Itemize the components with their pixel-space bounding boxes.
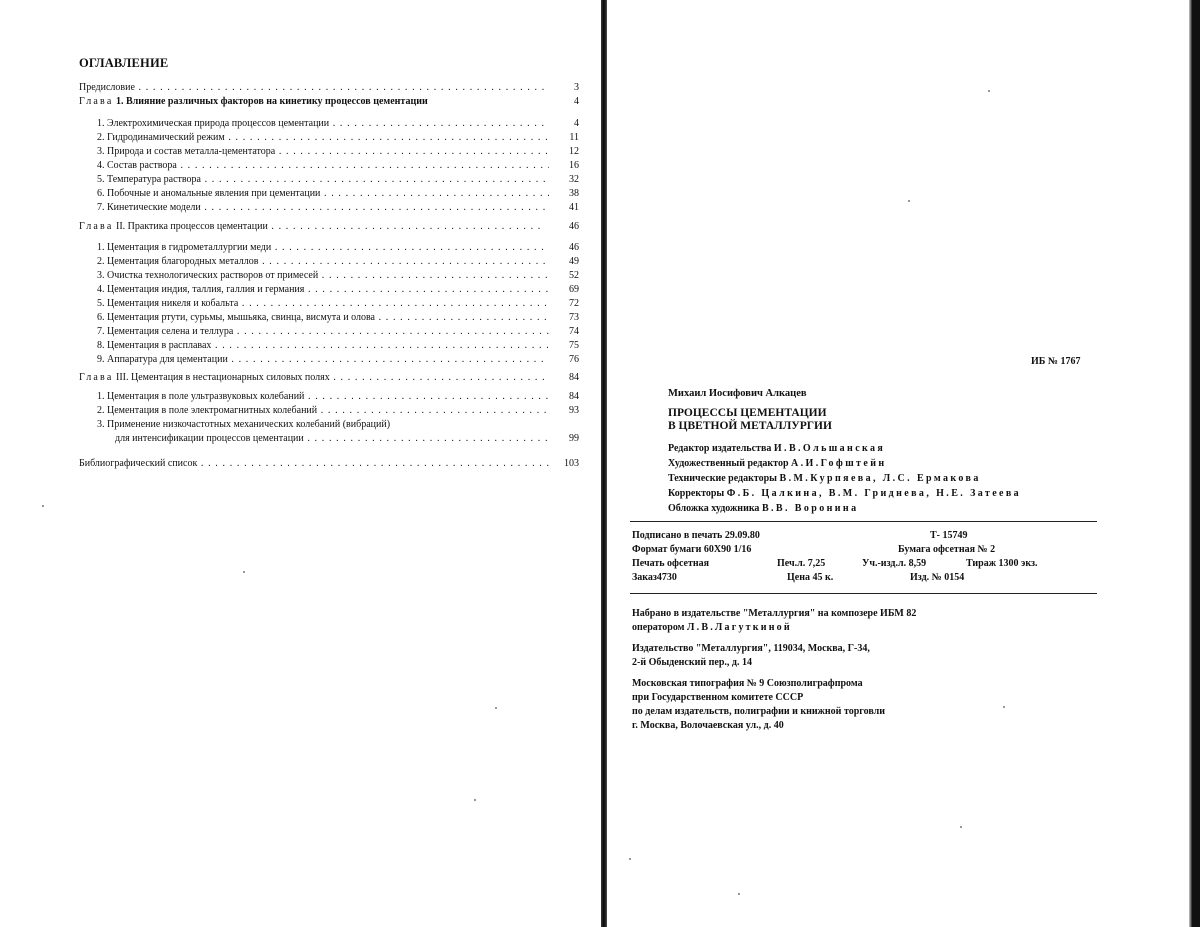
toc-page-number: 46 — [569, 221, 579, 232]
toc-section: 6. Побочные и аномальные явления при цементации . . . 38 — [79, 187, 579, 201]
ib-number: ИБ № 1767 — [1031, 356, 1081, 367]
chapter-title: III. Цементация в нестационарных силовых полях — [116, 372, 330, 383]
scan-speck — [908, 200, 910, 202]
toc-section-continued: для интенсификации процессов цементации . . . 99 — [79, 432, 579, 446]
toc-section: 6. Цементация ртути, сурьмы, мышьяка, свинца, висмута и олова . . . 73 — [79, 311, 579, 325]
author-name: Михаил Иосифович Алкацев — [668, 388, 807, 399]
toc-section: 2. Цементация благородных металлов . . . 49 — [79, 255, 579, 269]
toc-section: 7. Цементация селена и теллура . . . 74 — [79, 325, 579, 339]
credit-line: Обложка художника В.В. Воронина — [668, 503, 859, 514]
toc-chapter-2 — [79, 220, 579, 234]
toc-section: 7. Кинетические модели . . . 41 — [79, 201, 579, 215]
scan-speck — [495, 707, 497, 709]
toc-entry-preface — [79, 81, 579, 95]
toc-section: 8. Цементация в расплавах . . . 75 — [79, 339, 579, 353]
toc-section: 3. Природа и состав металла-цементатора . . . 12 — [79, 145, 579, 159]
imprint-line: Формат бумаги 60X90 1/16 Бумага офсетная № 2 — [632, 544, 996, 555]
imprint-line: Заказ4730 Цена 45 к. Изд. № 0154 — [632, 572, 965, 583]
toc-section: 5. Цементация никеля и кобальта . . . 72 — [79, 297, 579, 311]
page-edge — [1189, 0, 1200, 927]
scan-speck — [1003, 706, 1005, 708]
toc-section: 4. Состав раствора . . . 16 — [79, 159, 579, 173]
toc-section: 9. Аппаратура для цементации . . . 76 — [79, 353, 579, 367]
scan-speck — [738, 893, 740, 895]
chapter-title: 1. Влияние различных факторов на кинетику процессов цементации — [116, 96, 428, 107]
book-title — [668, 407, 928, 433]
credit-line: Корректоры Ф.Б. Цалкина, В.М. Гриднева, Н.Е. Затеева — [668, 488, 1022, 499]
chapter-prefix: Глава — [79, 221, 114, 232]
toc-section: 2. Цементация в поле электромагнитных колебаний . . . 93 — [79, 404, 579, 418]
imprint-block — [632, 529, 1092, 585]
toc-page-number: 84 — [569, 372, 579, 383]
typesetting-info: Набрано в издательстве "Металлургия" на композере ИБМ 82 оператором Л.В.Лагуткиной — [632, 608, 917, 633]
scan-speck — [42, 505, 44, 507]
toc-entry-text: Библиографический список . . . — [79, 457, 549, 471]
toc-page-number: 4 — [574, 96, 579, 107]
toc-entry-text: Предисловие . . . — [79, 81, 549, 95]
toc-page-number: 3 — [574, 82, 579, 93]
divider-rule — [630, 521, 1097, 522]
toc-section: 4. Цементация индия, таллия, галлия и германия . . . 69 — [79, 283, 579, 297]
toc-entry-bibliography — [79, 457, 579, 471]
toc-chapter-1 — [79, 95, 579, 109]
credit-line: Редактор издательства И.В.Ольшанская — [668, 443, 886, 454]
credit-line: Технические редакторы В.М.Курпяева, Л.С. Ермакова — [668, 473, 981, 484]
toc-section: 3. Очистка технологических растворов от примесей . . . 52 — [79, 269, 579, 283]
chapter-title: II. Практика процессов цементации — [116, 221, 268, 232]
toc-section: 3. Применение низкочастотных механических колебаний (вибраций) — [97, 419, 391, 430]
toc-page-number: 103 — [564, 458, 579, 469]
credit-line: Художественный редактор А.И.Гофштейн — [668, 458, 887, 469]
toc-section: 1. Электрохимическая природа процессов цементации . . . 4 — [79, 117, 579, 131]
toc-section: 1. Цементация в поле ультразвуковых колебаний . . . 84 — [79, 390, 579, 404]
publisher-info: Издательство "Металлургия", 119034, Москва, Г-34, 2-й Обыденский пер., д. 14 — [632, 643, 870, 668]
scan-speck — [960, 826, 962, 828]
toc-heading: ОГЛАВЛЕНИЕ — [79, 56, 169, 70]
scan-speck — [474, 799, 476, 801]
toc-section: 2. Гидродинамический режим . . . 11 — [79, 131, 579, 145]
book-title-line: В ЦВЕТНОЙ МЕТАЛЛУРГИИ — [668, 420, 832, 432]
book-spine — [601, 0, 607, 927]
toc-section: 5. Температура раствора . . . 32 — [79, 173, 579, 187]
scan-speck — [629, 858, 631, 860]
chapter-prefix: Глава — [79, 96, 114, 107]
book-title-line: ПРОЦЕССЫ ЦЕМЕНТАЦИИ — [668, 407, 827, 419]
printer-info: Московская типография № 9 Союзполиграфпрома при Государственном комитете СССР по делам издательств, полиграфии и книжной торговли г. Москва, Волочаевская ул., д. 40 — [632, 678, 885, 731]
imprint-line: Печать офсетная Печ.л. 7,25 Уч.-изд.л. 8,59 Тираж 1300 экз. — [632, 558, 1038, 569]
toc-section: 1. Цементация в гидрометаллургии меди . . . 46 — [79, 241, 579, 255]
scan-speck — [243, 571, 245, 573]
divider-rule — [630, 593, 1097, 594]
scan-speck — [988, 90, 990, 92]
toc-chapter-3 — [79, 371, 579, 385]
credits-block — [668, 441, 1021, 516]
chapter-prefix: Глава — [79, 372, 114, 383]
imprint-line: Подписано в печать 29.09.80 Т- 15749 — [632, 530, 968, 541]
